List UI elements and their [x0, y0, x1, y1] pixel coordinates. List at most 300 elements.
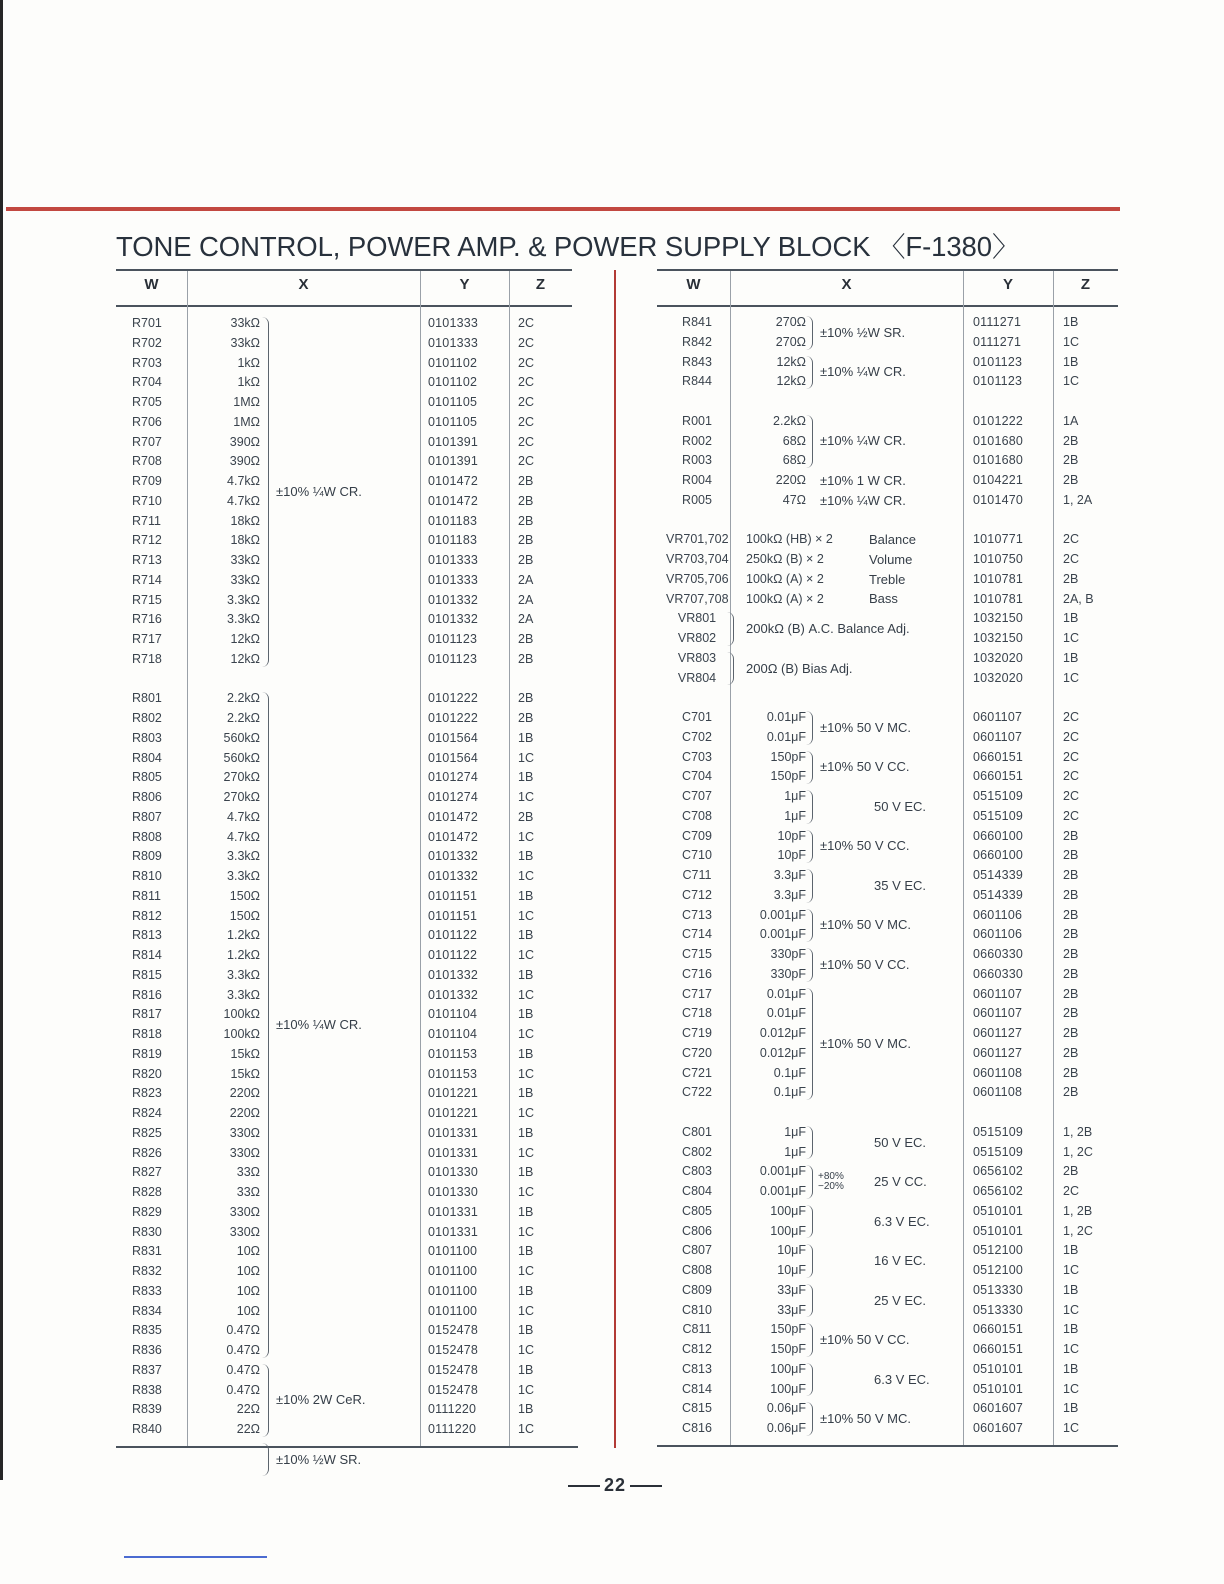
part-number: 0515109 — [973, 1124, 1024, 1139]
part-number: 0601107 — [973, 1006, 1023, 1021]
component-value: 270kΩ — [223, 770, 260, 785]
ref-designator: C801 — [682, 1124, 712, 1139]
component-value: 0.01μF — [766, 710, 806, 724]
component-value: 1kΩ — [237, 355, 260, 370]
component-value: 150Ω — [229, 908, 260, 923]
part-number: 0101221 — [428, 1106, 479, 1120]
header-red-rule — [6, 207, 1120, 211]
spec-text: ±10% 50 V CC. — [820, 956, 910, 972]
component-value: 18kΩ — [230, 533, 260, 548]
ref-designator: C716 — [682, 966, 712, 981]
component-value: 12kΩ — [230, 632, 260, 646]
part-number: 0601127 — [973, 1026, 1023, 1040]
ref-designator: C711 — [682, 868, 712, 882]
location-code: 1B — [518, 1165, 534, 1180]
page-title: TONE CONTROL, POWER AMP. & POWER SUPPLY BLOCK 〈F-1380〉 — [116, 231, 1020, 262]
part-number: 0101333 — [428, 572, 479, 587]
ref-designator: C805 — [682, 1203, 712, 1218]
component-value: 1μF — [784, 808, 806, 823]
part-number: 0101333 — [428, 316, 479, 330]
location-code: 1B — [518, 888, 534, 903]
component-value: 100kΩ (A) × 2 — [746, 571, 824, 586]
part-number: 0601108 — [973, 1085, 1023, 1100]
location-code: 2B — [518, 691, 534, 706]
component-value: 100μF — [770, 1361, 806, 1376]
ref-designator: VR703,704 — [666, 552, 729, 566]
ref-designator: R824 — [132, 1106, 162, 1120]
part-number: 0101330 — [428, 1185, 479, 1199]
center-red-divider — [614, 270, 616, 1448]
ref-designator: R708 — [132, 454, 162, 469]
component-value: 1μF — [784, 789, 806, 803]
component-value: 0.012μF — [759, 1026, 806, 1040]
part-number: 1010750 — [973, 552, 1024, 566]
ref-designator: C720 — [682, 1045, 712, 1060]
part-number: 0101151 — [428, 888, 478, 903]
ref-designator: R823 — [132, 1086, 162, 1101]
part-number: 0510101 — [973, 1203, 1024, 1218]
location-code: 1B — [1063, 611, 1079, 626]
ref-designator: R002 — [682, 433, 712, 448]
location-code: 1C — [518, 1264, 534, 1278]
ref-designator: R004 — [682, 473, 712, 487]
page-number-text: 22 — [603, 1475, 627, 1495]
grouping-brace — [806, 988, 813, 1101]
ref-designator: C815 — [682, 1401, 712, 1416]
part-number: 0660151 — [973, 749, 1024, 764]
ref-designator: C721 — [682, 1065, 712, 1080]
component-value: 4.7kΩ — [227, 829, 260, 844]
component-value: 100kΩ (HB) × 2 — [746, 532, 833, 547]
ref-designator: C708 — [682, 808, 712, 823]
header-z: Z — [1080, 276, 1091, 293]
component-value: 15kΩ — [230, 1046, 260, 1061]
spec-text: ±10% 50 V MC. — [820, 917, 911, 933]
ref-designator: R830 — [132, 1224, 162, 1239]
part-number: 0101332 — [428, 849, 479, 864]
ref-designator: R801 — [132, 691, 162, 706]
component-value: 15kΩ — [230, 1066, 260, 1081]
location-code: 1B — [1063, 1361, 1079, 1376]
grouping-brace — [806, 1323, 813, 1357]
location-code: 2B — [1063, 1026, 1079, 1040]
spec-text: 200Ω (B) Bias Adj. — [746, 660, 853, 676]
part-number: 0601607 — [973, 1401, 1024, 1416]
left-edge-line — [0, 0, 3, 1480]
part-number: 0101331 — [428, 1145, 479, 1160]
location-code: 2C — [518, 375, 534, 390]
location-code: 1C — [518, 1145, 534, 1160]
ref-designator: R001 — [682, 413, 712, 428]
ref-designator: VR707,708 — [666, 591, 729, 606]
ref-designator: C816 — [682, 1421, 712, 1435]
location-code: 2C — [518, 316, 534, 330]
grouping-brace — [806, 909, 813, 943]
component-value: 3.3kΩ — [227, 849, 260, 864]
component-value: 1μF — [784, 1144, 806, 1159]
component-value: 1.2kΩ — [227, 928, 260, 943]
part-number: 0104221 — [973, 473, 1024, 487]
ref-designator: R808 — [132, 829, 162, 844]
table-header-rule — [657, 305, 1118, 307]
ref-designator: C809 — [682, 1282, 712, 1297]
ref-designator: C808 — [682, 1263, 712, 1277]
location-code: 1C — [518, 908, 534, 923]
location-code: 1C — [1063, 631, 1079, 645]
spec-text: ±10% 50 V MC. — [820, 719, 911, 735]
component-value: 330pF — [770, 947, 806, 961]
part-number: 0101472 — [428, 829, 479, 844]
part-number: 0515109 — [973, 1144, 1024, 1159]
location-code: 1B — [1063, 1401, 1079, 1416]
component-value: 10pF — [777, 848, 806, 863]
location-code: 2B — [1063, 473, 1079, 487]
location-code: 1C — [1063, 670, 1079, 685]
ref-designator: R806 — [132, 790, 162, 804]
header-x: X — [841, 276, 852, 293]
part-number: 0101123 — [428, 651, 478, 666]
ref-designator: R805 — [132, 770, 162, 785]
part-number: 1010771 — [973, 532, 1024, 547]
grouping-brace — [727, 652, 734, 686]
component-value: 0.001μF — [759, 1184, 806, 1198]
spec-text: ±10% ¼W CR. — [820, 492, 906, 508]
location-code: 2B — [1063, 1065, 1079, 1080]
tolerance-text: +80% −20% — [818, 1171, 844, 1192]
part-number: 1010781 — [973, 591, 1024, 606]
component-value: 0.001μF — [759, 1164, 806, 1179]
part-number: 0510101 — [973, 1361, 1024, 1376]
part-number: 0101105 — [428, 395, 478, 409]
left-table-bottom-rule — [116, 1446, 578, 1448]
component-value: 270Ω — [775, 334, 806, 349]
component-value: 10Ω — [236, 1303, 260, 1318]
location-code: 1C — [518, 829, 534, 844]
component-value: 33μF — [777, 1302, 806, 1317]
part-number: 0601106 — [973, 927, 1023, 942]
ref-designator: R814 — [132, 948, 162, 962]
component-value: 270kΩ — [223, 790, 260, 804]
component-value: 150pF — [770, 749, 806, 764]
location-code: 2C — [518, 414, 534, 429]
ref-designator: R705 — [132, 395, 162, 409]
component-value: 0.01μF — [766, 729, 806, 744]
location-code: 1B — [518, 1323, 534, 1338]
part-number: 0101183 — [428, 513, 478, 528]
location-code: 2B — [1063, 1045, 1079, 1060]
component-value: 22Ω — [236, 1422, 260, 1436]
part-number: 0601127 — [973, 1045, 1023, 1060]
ref-designator: C703 — [682, 749, 712, 764]
part-number: 0152478 — [428, 1382, 479, 1397]
part-number: 0152478 — [428, 1323, 479, 1338]
component-value: 2.2kΩ — [227, 691, 260, 706]
spec-text: Treble — [869, 571, 906, 587]
grouping-brace — [262, 692, 269, 1358]
ref-designator: R005 — [682, 492, 712, 507]
component-value: 390Ω — [229, 434, 260, 449]
ref-designator: C715 — [682, 947, 712, 961]
component-value: 2.2kΩ — [227, 711, 260, 725]
component-value: 0.01μF — [766, 986, 806, 1001]
ref-designator: R707 — [132, 434, 162, 449]
location-code: 2C — [518, 335, 534, 350]
ref-designator: R715 — [132, 592, 162, 607]
part-number: 0601107 — [973, 986, 1023, 1001]
column-divider — [1053, 271, 1054, 1446]
location-code: 1C — [518, 1422, 534, 1436]
ref-designator: R836 — [132, 1343, 162, 1357]
part-number: 0101332 — [428, 612, 479, 627]
location-code: 2C — [1063, 1184, 1079, 1198]
component-value: 33Ω — [236, 1185, 260, 1199]
ref-designator: C806 — [682, 1223, 712, 1238]
component-value: 0.06μF — [766, 1401, 806, 1416]
location-code: 2C — [518, 434, 534, 449]
part-number: 0101100 — [428, 1303, 478, 1318]
ref-designator: C718 — [682, 1006, 712, 1021]
part-number: 0111220 — [428, 1402, 477, 1417]
location-code: 1, 2B — [1063, 1124, 1093, 1139]
ref-designator: VR701,702 — [666, 532, 729, 547]
ref-designator: C804 — [682, 1184, 712, 1198]
part-number: 0111271 — [973, 334, 1022, 349]
component-value: 330pF — [770, 966, 806, 981]
location-code: 1B — [518, 928, 534, 943]
grouping-brace — [806, 948, 813, 982]
component-value: 10μF — [777, 1263, 806, 1277]
part-number: 0101102 — [428, 375, 478, 390]
ref-designator: R716 — [132, 612, 162, 627]
ref-designator: R825 — [132, 1125, 162, 1140]
part-number: 0101123 — [973, 354, 1023, 369]
location-code: 2C — [1063, 749, 1079, 764]
part-number: 0514339 — [973, 887, 1024, 902]
component-value: 0.01μF — [766, 1006, 806, 1021]
grouping-brace — [806, 1244, 813, 1278]
component-value: 33kΩ — [230, 316, 260, 330]
location-code: 1B — [1063, 354, 1079, 369]
location-code: 1, 2A — [1063, 492, 1093, 507]
part-number: 0101105 — [428, 414, 478, 429]
ref-designator: C722 — [682, 1085, 712, 1100]
grouping-brace — [262, 1364, 269, 1437]
ref-designator: VR803 — [677, 650, 717, 665]
location-code: 1C — [1063, 1263, 1079, 1277]
location-code: 2B — [1063, 848, 1079, 863]
ref-designator: C807 — [682, 1243, 712, 1258]
location-code: 1C — [518, 1343, 534, 1357]
component-value: 12kΩ — [776, 374, 806, 389]
component-value: 10Ω — [236, 1264, 260, 1278]
grouping-brace — [806, 316, 813, 350]
location-code: 2B — [518, 533, 534, 548]
component-value: 150Ω — [229, 888, 260, 903]
part-number: 0111220 — [428, 1422, 477, 1436]
ref-designator: R828 — [132, 1185, 162, 1199]
part-number: 0601108 — [973, 1065, 1023, 1080]
component-value: 270Ω — [775, 315, 806, 329]
header-w: W — [144, 276, 159, 293]
location-code: 1C — [518, 1185, 534, 1199]
location-code: 2C — [1063, 769, 1079, 784]
component-value: 250kΩ (B) × 2 — [746, 552, 824, 566]
ref-designator: C701 — [682, 710, 712, 724]
location-code: 2C — [1063, 532, 1079, 547]
ref-designator: R826 — [132, 1145, 162, 1160]
part-number: 0101470 — [973, 492, 1024, 507]
spec-text: ±10% 50 V CC. — [820, 759, 910, 775]
spec-text: ±10% 50 V MC. — [820, 1411, 911, 1426]
part-number: 1032020 — [973, 650, 1024, 665]
part-number: 0656102 — [973, 1164, 1024, 1179]
footer-blue-line — [124, 1556, 267, 1558]
location-code: 1C — [1063, 1421, 1079, 1435]
spec-text: ±10% 1 W CR. — [820, 472, 906, 488]
spec-text: ±10% ¼W CR. — [276, 1017, 362, 1032]
component-value: 3.3kΩ — [227, 592, 260, 607]
spec-text: 25 V EC. — [874, 1292, 927, 1308]
component-value: 4.7kΩ — [227, 474, 260, 488]
ref-designator: R706 — [132, 414, 162, 429]
part-number: 0101680 — [973, 433, 1024, 448]
part-number: 0101102 — [428, 355, 478, 370]
location-code: 2B — [518, 651, 534, 666]
location-code: 2B — [518, 493, 534, 508]
location-code: 2B — [1063, 453, 1079, 468]
column-divider — [963, 271, 964, 1446]
part-number: 0101333 — [428, 553, 479, 567]
part-number: 0512100 — [973, 1243, 1024, 1258]
grouping-brace — [727, 612, 734, 646]
part-number: 0101122 — [428, 928, 478, 943]
component-value: 18kΩ — [230, 513, 260, 528]
part-number: 0101153 — [428, 1046, 478, 1061]
location-code: 2B — [1063, 571, 1079, 586]
component-value: 33μF — [777, 1282, 806, 1297]
location-code: 1B — [1063, 1243, 1079, 1258]
component-value: 1.2kΩ — [227, 948, 260, 962]
location-code: 1C — [518, 1066, 534, 1081]
location-code: 1C — [518, 750, 534, 765]
column-divider — [420, 271, 421, 1447]
location-code: 1C — [1063, 334, 1079, 349]
location-code: 2B — [518, 474, 534, 488]
part-number: 0101153 — [428, 1066, 478, 1081]
spec-text: ±10% ¼W CR. — [276, 483, 362, 499]
ref-designator: C717 — [682, 986, 712, 1001]
spec-text: 35 V EC. — [874, 877, 927, 893]
location-code: 1B — [1063, 1282, 1079, 1297]
ref-designator: R843 — [682, 354, 712, 369]
ref-designator: R804 — [132, 750, 162, 765]
part-number: 0101122 — [428, 948, 478, 962]
location-code: 2C — [1063, 808, 1079, 823]
spec-text: 25 V CC. — [874, 1174, 927, 1189]
component-value: 560kΩ — [223, 750, 260, 765]
component-value: 220Ω — [229, 1106, 260, 1120]
component-value: 4.7kΩ — [227, 809, 260, 824]
spec-text: 16 V EC. — [874, 1253, 927, 1268]
component-value: 390Ω — [229, 454, 260, 469]
part-number: 0101331 — [428, 1204, 479, 1219]
location-code: 2B — [518, 632, 534, 646]
grouping-brace — [806, 1205, 813, 1239]
part-number: 0101222 — [973, 413, 1024, 428]
location-code: 1, 2B — [1063, 1203, 1093, 1218]
location-code: 2C — [1063, 710, 1079, 724]
part-number: 0101472 — [428, 809, 479, 824]
component-value: 1kΩ — [237, 375, 260, 390]
ref-designator: R832 — [132, 1264, 162, 1278]
table-top-rule — [116, 269, 572, 271]
component-value: 12kΩ — [776, 354, 806, 369]
part-number: 0101330 — [428, 1165, 479, 1180]
component-value: 0.47Ω — [226, 1343, 260, 1357]
part-number: 0601106 — [973, 907, 1023, 922]
ref-designator: C802 — [682, 1144, 712, 1159]
ref-designator: R831 — [132, 1244, 162, 1259]
location-code: 1C — [518, 1027, 534, 1041]
spec-text: ±10% 50 V CC. — [820, 838, 910, 854]
location-code: 1C — [518, 1303, 534, 1318]
ref-designator: R702 — [132, 335, 162, 350]
component-value: 330Ω — [229, 1125, 260, 1140]
part-number: 0101104 — [428, 1007, 478, 1022]
ref-designator: R837 — [132, 1362, 162, 1377]
location-code: 1B — [1063, 650, 1079, 665]
part-number: 0101564 — [428, 730, 479, 745]
ref-designator: C812 — [682, 1342, 712, 1356]
location-code: 2B — [1063, 927, 1079, 942]
ref-designator: C714 — [682, 927, 712, 942]
location-code: 2B — [518, 711, 534, 725]
grouping-brace — [806, 869, 813, 903]
location-code: 2C — [1063, 729, 1079, 744]
part-number: 0601107 — [973, 710, 1023, 724]
location-code: 1B — [518, 1046, 534, 1061]
grouping-brace — [806, 415, 813, 468]
spec-text: ±10% ¼W CR. — [820, 364, 906, 380]
ref-designator: R829 — [132, 1204, 162, 1219]
component-value: 3.3kΩ — [227, 612, 260, 627]
part-number: 0515109 — [973, 808, 1024, 823]
table-top-rule — [657, 269, 1118, 271]
part-number: 0101151 — [428, 908, 478, 923]
ref-designator: VR705,706 — [666, 571, 729, 586]
ref-designator: R714 — [132, 572, 162, 587]
part-number: 0101333 — [428, 335, 479, 350]
spec-text: 200kΩ (B) A.C. Balance Adj. — [746, 621, 910, 636]
spec-text: ±10% ½W SR. — [820, 324, 906, 340]
location-code: 2C — [518, 355, 534, 370]
grouping-brace — [262, 317, 269, 667]
component-value: 0.06μF — [766, 1421, 806, 1435]
part-number: 0101100 — [428, 1244, 478, 1259]
grouping-brace — [806, 830, 813, 864]
ref-designator: C814 — [682, 1381, 712, 1396]
ref-designator: C810 — [682, 1302, 712, 1317]
ref-designator: C709 — [682, 828, 712, 843]
component-value: 3.3kΩ — [227, 869, 260, 883]
component-value: 1MΩ — [233, 395, 260, 409]
location-code: 2B — [518, 513, 534, 528]
location-code: 2C — [518, 395, 534, 409]
component-value: 68Ω — [782, 453, 806, 468]
location-code: 1B — [1063, 1322, 1079, 1337]
component-value: 10Ω — [236, 1283, 260, 1298]
ref-designator: C803 — [682, 1164, 712, 1179]
